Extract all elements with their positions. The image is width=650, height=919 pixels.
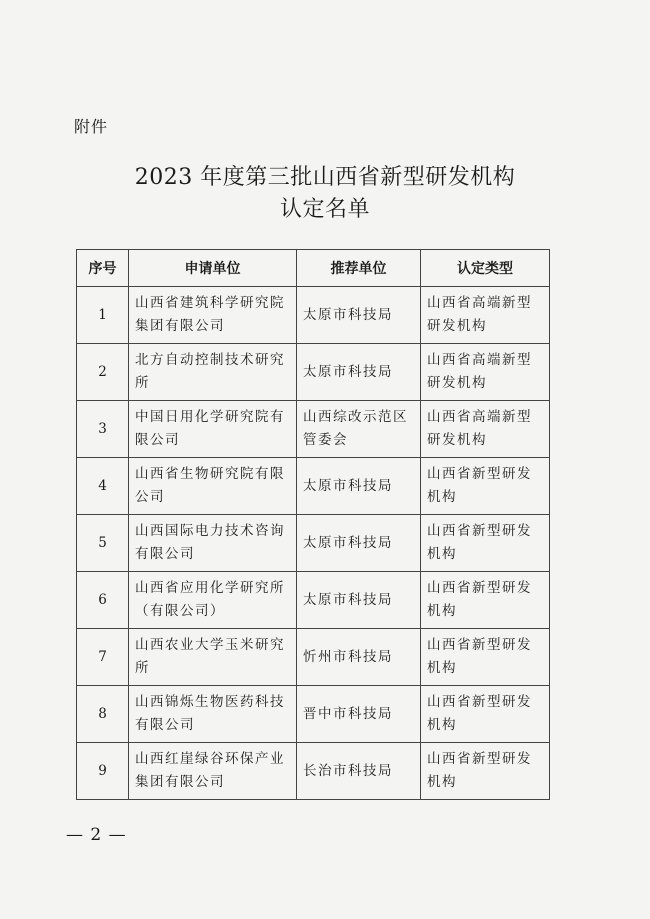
accreditation-type-cell	[421, 515, 550, 572]
applicant-unit-line: 山西农业大学玉米研究	[135, 637, 285, 653]
table-row	[77, 287, 550, 344]
applicant-unit-line: 有限公司	[135, 546, 195, 562]
serial-number-cell: 8	[77, 686, 129, 743]
accreditation-type-line: 山西省新型研发	[427, 466, 532, 482]
serial-number-cell: 3	[77, 401, 129, 458]
serial-number-cell: 6	[77, 572, 129, 629]
table-row	[77, 686, 550, 743]
serial-number-cell: 1	[77, 287, 129, 344]
recommender-cell	[297, 743, 421, 800]
recommender-cell	[297, 686, 421, 743]
applicant-unit-line: （有限公司）	[135, 603, 225, 619]
table-row	[77, 458, 550, 515]
applicant-unit-cell	[129, 629, 297, 686]
applicant-unit-line: 山西省建筑科学研究院	[135, 295, 285, 311]
document-title: 2023 年度第三批山西省新型研发机构	[134, 165, 516, 190]
accreditation-type-line: 山西省新型研发	[427, 523, 532, 539]
applicant-unit-line: 北方自动控制技术研究	[135, 352, 285, 368]
accreditation-type-line: 山西省新型研发	[427, 694, 532, 710]
accreditation-type-cell	[421, 458, 550, 515]
accreditation-type-cell	[421, 401, 550, 458]
accreditation-type-cell	[421, 743, 550, 800]
column-header-type: 认定类型	[421, 250, 550, 287]
table-row	[77, 572, 550, 629]
serial-number-cell: 9	[77, 743, 129, 800]
accreditation-type-line: 山西省新型研发	[427, 751, 532, 767]
recommender-line: 太原市科技局	[303, 363, 393, 380]
column-header-recommender: 推荐单位	[297, 250, 421, 287]
recommender-line: 太原市科技局	[303, 306, 393, 323]
accreditation-type-line: 机构	[427, 717, 457, 733]
table-row	[77, 629, 550, 686]
recommender-line: 长治市科技局	[303, 762, 393, 779]
accreditation-table	[76, 249, 550, 800]
accreditation-type-line: 研发机构	[427, 318, 487, 334]
applicant-unit-line: 山西省应用化学研究所	[135, 580, 285, 596]
applicant-unit-line: 所	[135, 375, 150, 391]
recommender-line: 管委会	[303, 432, 348, 448]
document-subtitle: 认定名单	[279, 197, 370, 222]
recommender-line: 太原市科技局	[303, 477, 393, 494]
accreditation-type-line: 山西省高端新型	[427, 352, 532, 368]
recommender-cell	[297, 629, 421, 686]
recommender-cell	[297, 401, 421, 458]
applicant-unit-cell	[129, 572, 297, 629]
applicant-unit-cell	[129, 515, 297, 572]
serial-number-cell: 4	[77, 458, 129, 515]
applicant-unit-line: 有限公司	[135, 717, 195, 733]
recommender-line: 太原市科技局	[303, 534, 393, 551]
recommender-line: 山西综改示范区	[303, 409, 408, 425]
recommender-cell	[297, 458, 421, 515]
accreditation-type-line: 机构	[427, 489, 457, 505]
accreditation-type-line: 山西省新型研发	[427, 637, 532, 653]
applicant-unit-cell	[129, 287, 297, 344]
accreditation-type-cell	[421, 629, 550, 686]
accreditation-type-line: 山西省高端新型	[427, 295, 532, 311]
accreditation-type-line: 研发机构	[427, 432, 487, 448]
recommender-cell	[297, 572, 421, 629]
column-header-serial: 序号	[77, 250, 129, 287]
accreditation-type-line: 机构	[427, 774, 457, 790]
table-row	[77, 515, 550, 572]
applicant-unit-cell	[129, 686, 297, 743]
table-row	[77, 401, 550, 458]
applicant-unit-line: 集团有限公司	[135, 774, 225, 790]
accreditation-type-line: 机构	[427, 603, 457, 619]
table-row	[77, 743, 550, 800]
recommender-cell	[297, 287, 421, 344]
column-header-applicant: 申请单位	[129, 250, 297, 287]
table-body	[77, 287, 550, 800]
applicant-unit-line: 限公司	[135, 432, 180, 448]
accreditation-type-cell	[421, 686, 550, 743]
serial-number-cell: 2	[77, 344, 129, 401]
attachment-label: 附件	[74, 117, 109, 136]
applicant-unit-cell	[129, 344, 297, 401]
recommender-cell	[297, 344, 421, 401]
table-row	[77, 344, 550, 401]
accreditation-type-cell	[421, 344, 550, 401]
serial-number-cell: 7	[77, 629, 129, 686]
applicant-unit-line: 所	[135, 660, 150, 676]
recommender-cell	[297, 515, 421, 572]
accreditation-type-cell	[421, 572, 550, 629]
recommender-line: 忻州市科技局	[303, 648, 393, 665]
accreditation-type-cell	[421, 287, 550, 344]
applicant-unit-line: 集团有限公司	[135, 318, 225, 334]
applicant-unit-line: 山西省生物研究院有限	[135, 466, 285, 482]
accreditation-type-line: 机构	[427, 546, 457, 562]
accreditation-type-line: 山西省高端新型	[427, 409, 532, 425]
applicant-unit-line: 中国日用化学研究院有	[135, 409, 285, 425]
table-header-row	[77, 250, 550, 287]
applicant-unit-cell	[129, 401, 297, 458]
serial-number-cell: 5	[77, 515, 129, 572]
accreditation-type-line: 机构	[427, 660, 457, 676]
applicant-unit-line: 山西国际电力技术咨询	[135, 523, 285, 539]
recommender-line: 太原市科技局	[303, 591, 393, 608]
page-number: — 2 —	[66, 825, 127, 845]
recommender-line: 晋中市科技局	[303, 705, 393, 722]
applicant-unit-cell	[129, 743, 297, 800]
applicant-unit-line: 山西红崖绿谷环保产业	[135, 751, 285, 767]
accreditation-type-line: 研发机构	[427, 375, 487, 391]
accreditation-type-line: 山西省新型研发	[427, 580, 532, 596]
applicant-unit-cell	[129, 458, 297, 515]
applicant-unit-line: 公司	[135, 489, 165, 505]
applicant-unit-line: 山西锦烁生物医药科技	[135, 694, 285, 710]
